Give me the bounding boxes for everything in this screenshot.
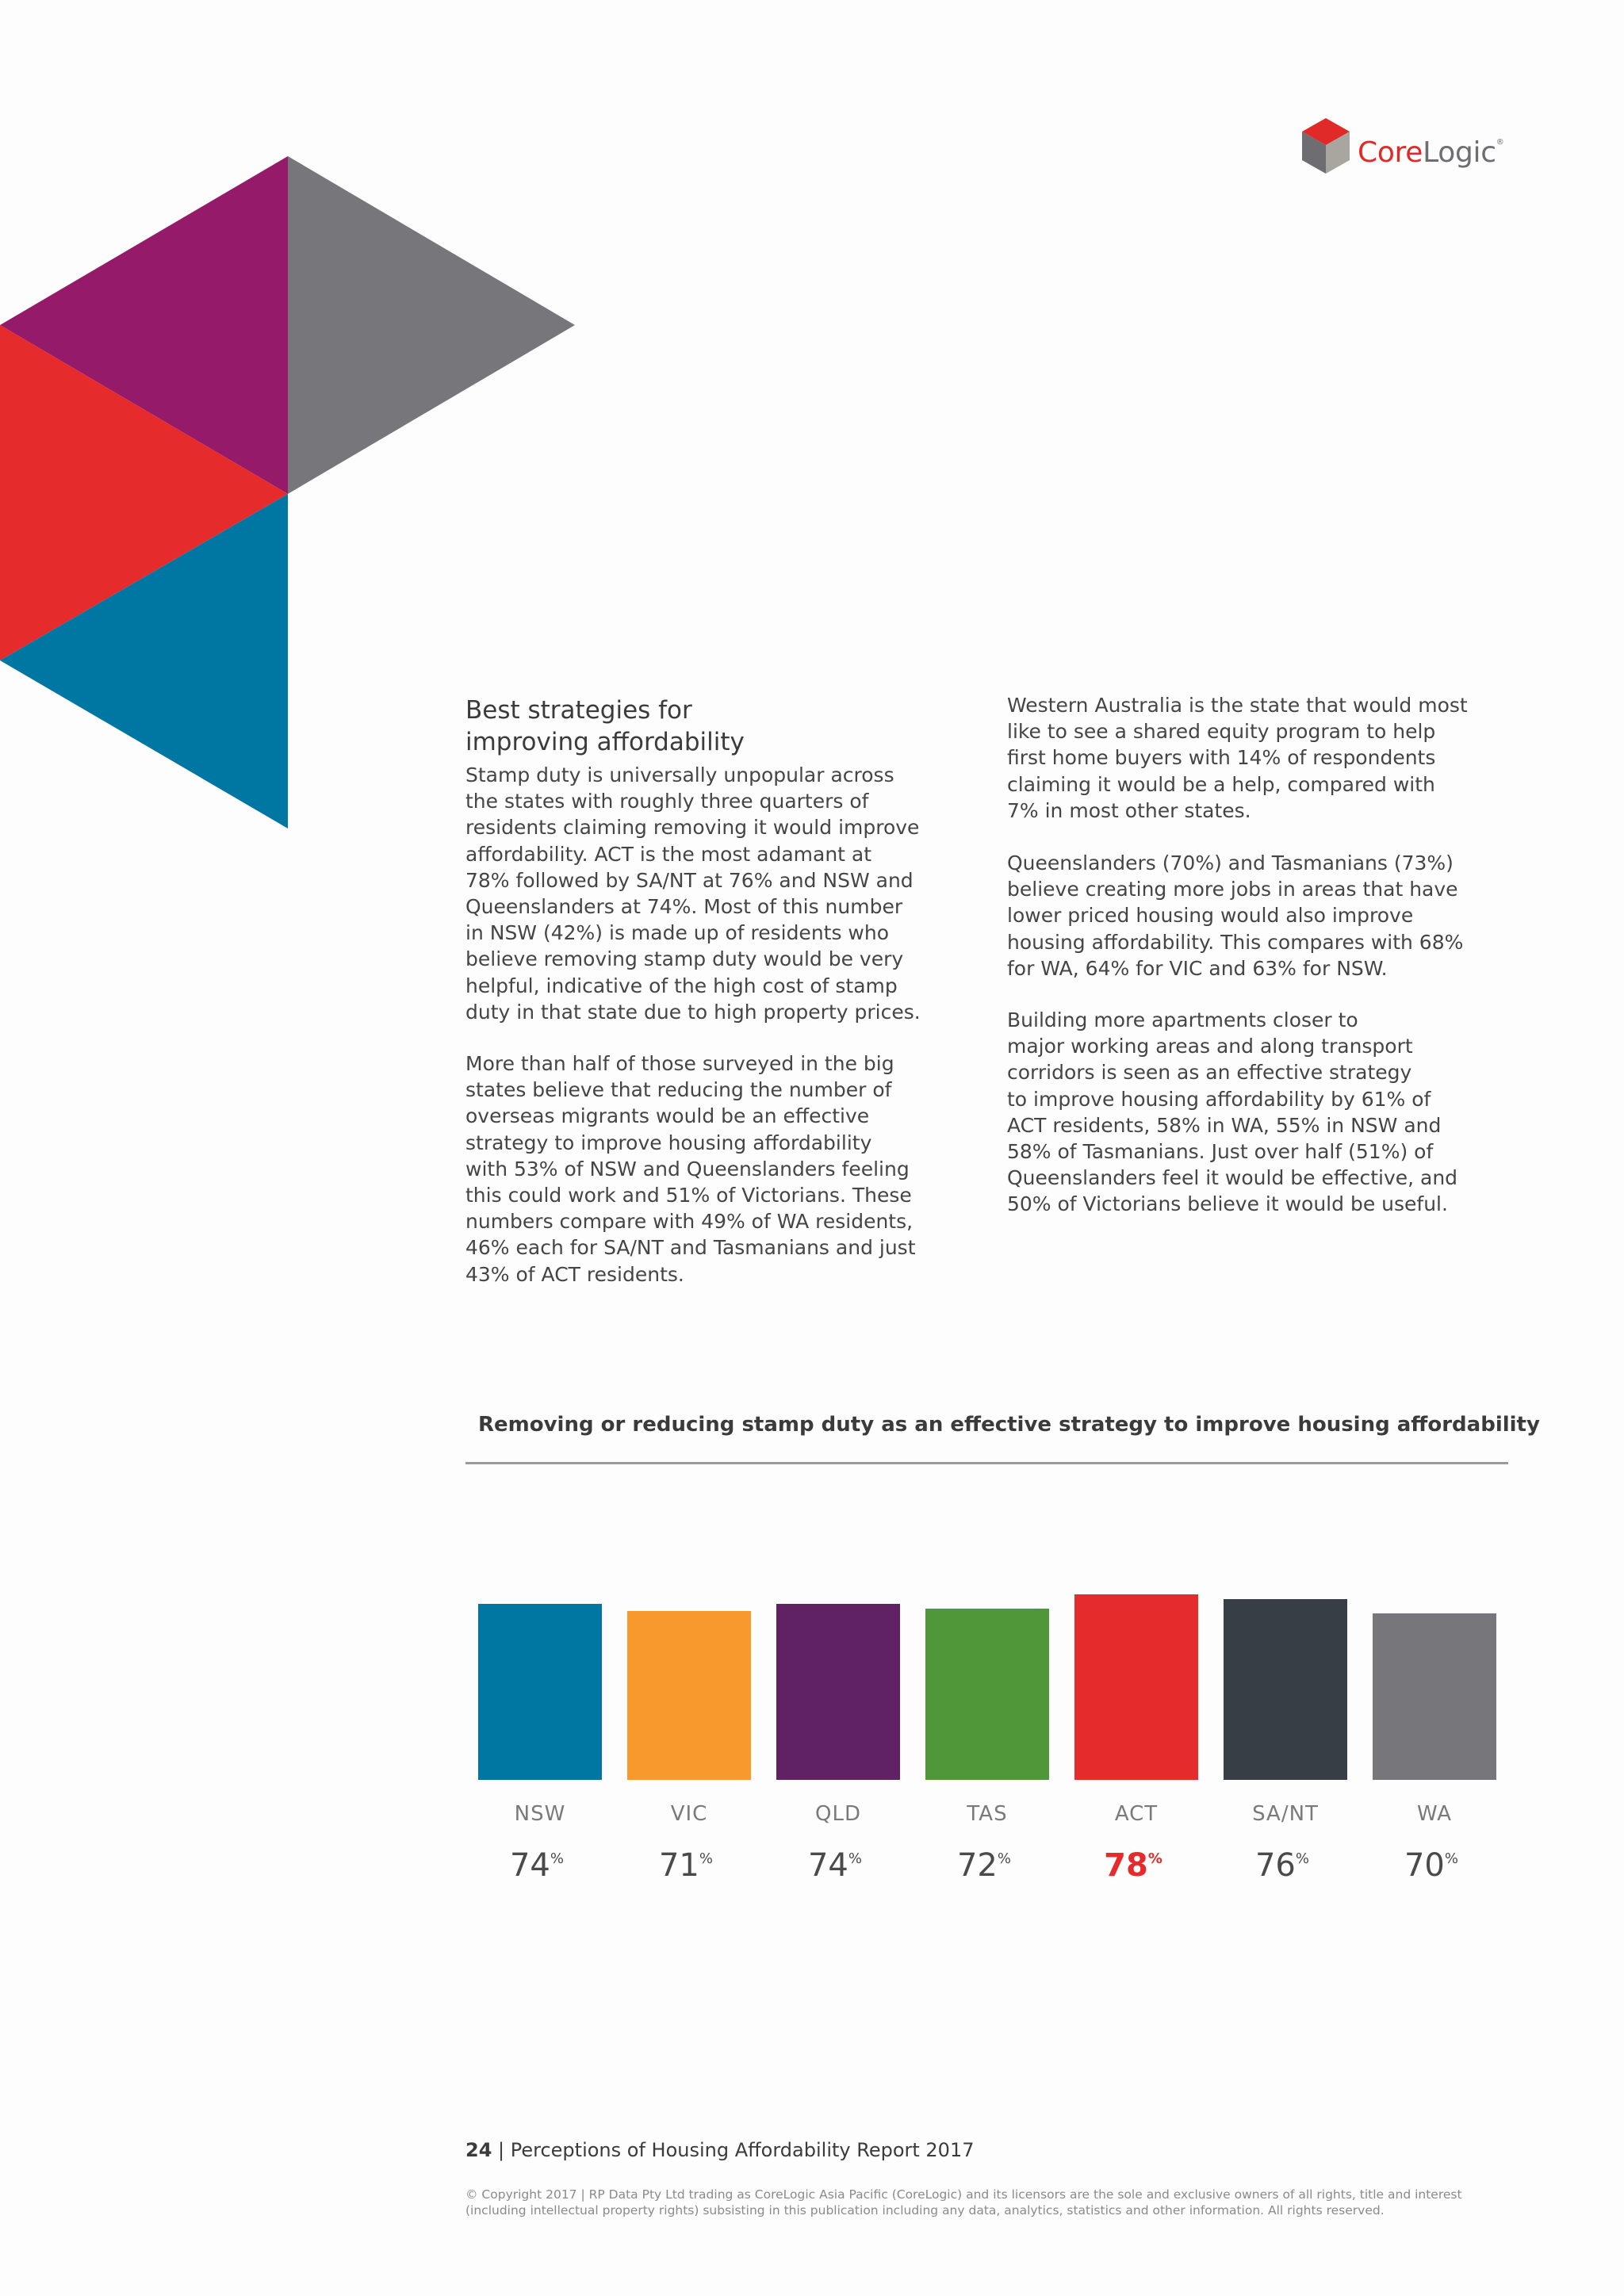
copyright-notice: © Copyright 2017 | RP Data Pty Ltd trading as CoreLogic Asia Pacific (CoreLogic) and its licensors are the sole and exclusive owners of all rights, title and interest (including intellectual property rights) subsisting in this publication including any data, analytics, statistics and other information. All rights reserved.	[465, 2187, 1462, 2218]
corelogic-logo-mark	[1300, 117, 1351, 177]
category-label-wa: WA	[1416, 1802, 1453, 1826]
category-label-tas: TAS	[967, 1802, 1008, 1826]
value-label-vic: 71%	[658, 1847, 714, 1884]
category-label-act: ACT	[1114, 1802, 1159, 1826]
grey-triangle	[288, 156, 575, 494]
report-title: Perceptions of Housing Affordability Report 2017	[510, 2139, 975, 2161]
chart-title-divider	[465, 1462, 1508, 1464]
paragraph-jobs: Queenslanders (70%) and Tasmanians (73%) believe creating more jobs in areas that have lower priced housing would also improve housing affordability. This compares with 68% for WA, 64% for VIC and 63% for NSW.	[1007, 851, 1464, 980]
page-number: 24	[465, 2139, 492, 2161]
corelogic-wordmark	[1358, 136, 1503, 169]
paragraph-apartments: Building more apartments closer to major working areas and along transport corridors is seen as an effective strategy to improve housing affordability by 61% of ACT residents, 58% in WA, 55% in NSW and 58% of Tasmanians. Just over half (51%) of Queenslanders feel it would be effective, and 50% of Victorians believe it would be useful.	[1007, 1008, 1458, 1216]
paragraph-stamp-duty: Stamp duty is universally unpopular across the states with roughly three quarters of residents claiming removing it would improve affordability. ACT is the most adamant at 78% followed by SA/NT at 76% and NSW and Queenslanders at 74%. Most of this number in NSW (42%) is made up of residents who believe removing stamp duty would be very helpful, indicative of the high cost of stamp duty in that state due to high property prices.	[465, 763, 921, 1024]
category-label-qld: QLD	[815, 1802, 861, 1826]
chart-title: Removing or reducing stamp duty as an effective strategy to improve housing affordability	[478, 1413, 1540, 1437]
category-label-nsw: NSW	[514, 1802, 566, 1826]
stamp-duty-bar-chart	[465, 1506, 1512, 1903]
logo-core-text: Core	[1358, 136, 1423, 169]
bar-wa	[1373, 1613, 1496, 1780]
value-label-act: 78%	[1104, 1847, 1162, 1884]
logo-logic-text: Logic	[1423, 136, 1496, 169]
value-label-wa: 70%	[1404, 1847, 1459, 1884]
bar-tas	[925, 1609, 1049, 1780]
value-label-sa-nt: 76%	[1254, 1847, 1310, 1884]
category-label-vic: VIC	[670, 1802, 708, 1826]
category-label-sa-nt: SA/NT	[1252, 1802, 1319, 1826]
bar-qld	[776, 1604, 900, 1780]
value-label-tas: 72%	[956, 1847, 1012, 1884]
section-heading: Best strategies for improving affordability	[465, 696, 745, 756]
footer-separator: |	[492, 2139, 511, 2161]
paragraph-overseas-migrants: More than half of those surveyed in the big states believe that reducing the number of overseas migrants would be an effective strategy to improve housing affordability with 53% of NSW and Queenslanders feeling this could work and 51% of Victorians. These numbers compare with 49% of WA residents, 46% each for SA/NT and Tasmanians and just 43% of ACT residents.	[465, 1052, 916, 1286]
value-label-nsw: 74%	[509, 1847, 565, 1884]
paragraph-shared-equity: Western Australia is the state that would most like to see a shared equity program to help first home buyers with 14% of respondents claiming it would be a help, compared with 7% in most other states.	[1007, 694, 1468, 822]
logo-registered-mark: ®	[1496, 138, 1504, 147]
bar-sa-nt	[1224, 1599, 1347, 1780]
bar-vic	[627, 1611, 751, 1780]
value-label-qld: 74%	[807, 1847, 863, 1884]
bar-act	[1074, 1594, 1198, 1780]
footer-page-label	[465, 2139, 975, 2161]
bar-nsw	[478, 1604, 602, 1780]
